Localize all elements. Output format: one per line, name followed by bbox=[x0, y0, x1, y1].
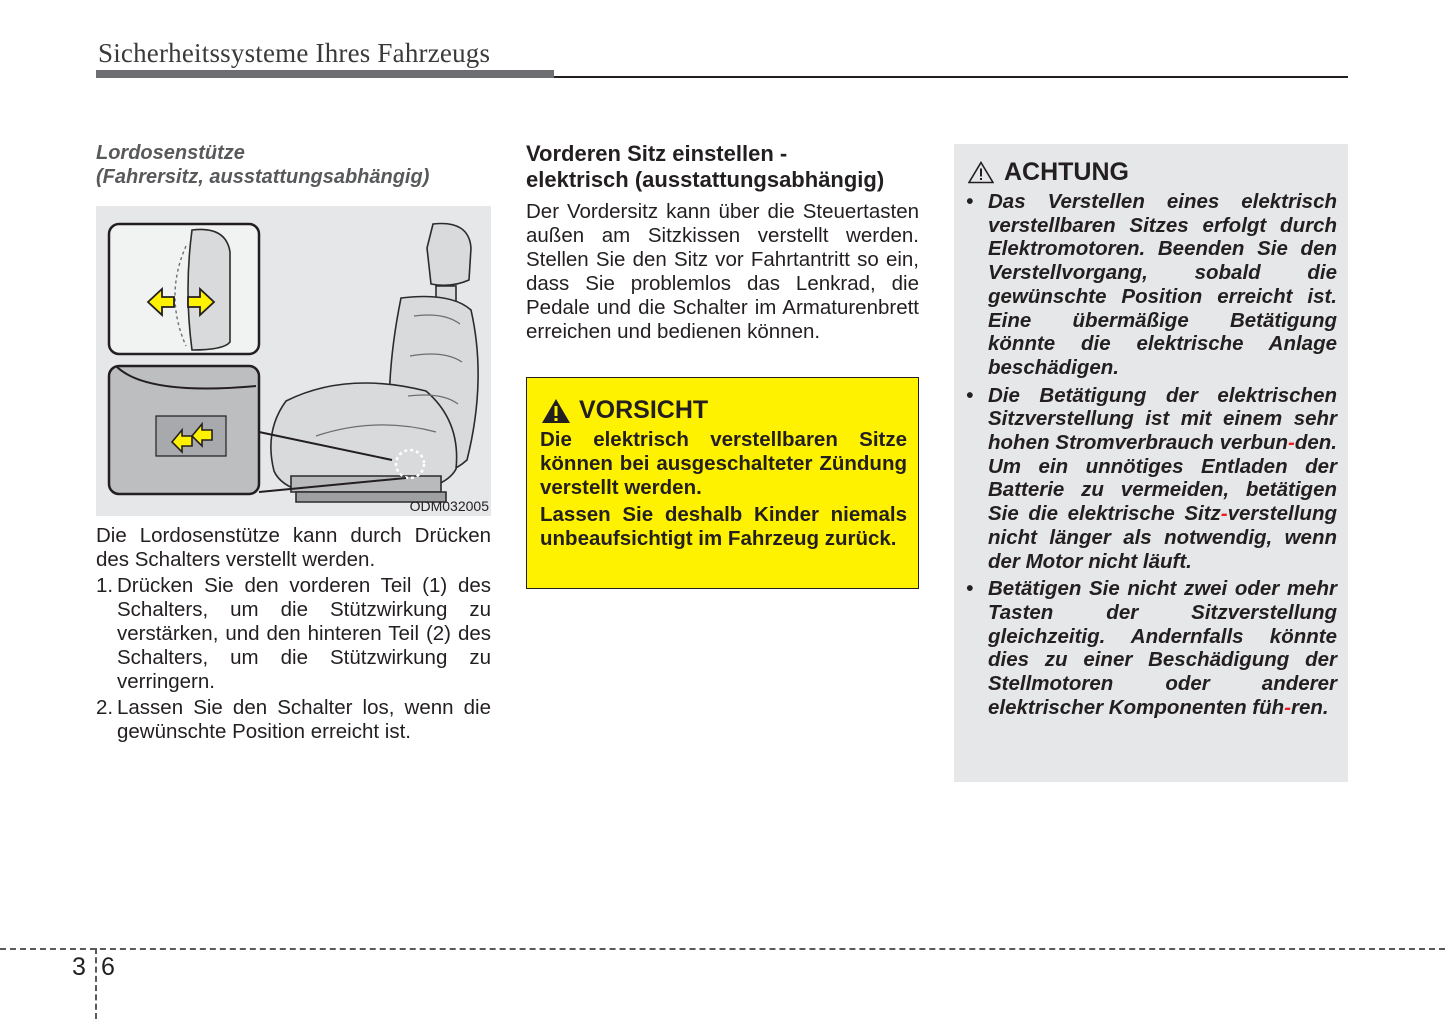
hyphen-mark: - bbox=[1288, 431, 1295, 455]
seat-drawing bbox=[96, 206, 491, 516]
achtung-box bbox=[954, 144, 1348, 782]
list-item bbox=[966, 190, 1337, 380]
warning-icon bbox=[541, 398, 571, 424]
header-rule-thin bbox=[554, 76, 1348, 78]
footer-dashed-divider bbox=[95, 948, 97, 1019]
lordose-column bbox=[96, 141, 491, 743]
running-header: Sicherheitssysteme Ihres Fahrzeugs bbox=[98, 38, 491, 68]
page-number: 6 bbox=[101, 953, 115, 981]
list-item bbox=[96, 696, 491, 744]
lordose-body bbox=[96, 524, 491, 746]
achtung-item-text: Das Verstellen eines elektrisch verstellbaren Sitzes erfolgt durch Elektromotoren. Beenden Sie den Verstellvorgang, sobald die gewünschte Position erreicht ist. Eine übermäßige Betätigung könnte die elektrische Anlage beschädigen. bbox=[988, 190, 1337, 379]
step-text: Lassen Sie den Schalter los, wenn die gewünschte Position erreicht ist. bbox=[117, 696, 491, 743]
step-text: Drücken Sie den vorderen Teil (1) des Schalters, um die Stützwirkung zu verstärken, und den hinteren Teil (2) des Schalters, um die Stützwirkung zu verringern. bbox=[117, 574, 491, 693]
front-seat-body: Der Vordersitz kann über die Steuertasten außen am Sitzkissen verstellt werden. Stellen Sie den Sitz vor Fahrtantritt so ein, dass Sie problemlos das Lenkrad, die Pedale und die Schalter im Armaturenbrett erreichen und bedienen können. bbox=[526, 200, 919, 343]
vorsicht-paragraph: Lassen Sie deshalb Kinder niemals unbeaufsichtigt im Fahrzeug zurück. bbox=[540, 503, 907, 550]
lumbar-inset bbox=[109, 224, 259, 354]
front-seat-column bbox=[526, 141, 919, 550]
vorsicht-title: VORSICHT bbox=[579, 396, 709, 424]
vorsicht-paragraph: Die elektrisch verstellbaren Sitze können bei ausgeschalteter Zündung verstellt werden. bbox=[540, 428, 907, 499]
seat-illustration bbox=[96, 206, 491, 516]
bullet: • bbox=[966, 383, 974, 407]
hyphen-mark: - bbox=[1284, 695, 1291, 719]
achtung-item-text: Die Betätigung der elektrischen Sitzverstellung ist mit einem sehr hohen Stromverbrauch verbun-den. Um ein unnötiges Entladen der Batterie zu vermeiden, betätigen Sie die elektrische Sitz-verstellung nicht länger als notwendig, wenn der Motor nicht läuft. bbox=[988, 383, 1337, 573]
achtung-title: ACHTUNG bbox=[1004, 158, 1129, 186]
lordose-intro: Die Lordosenstütze kann durch Drücken des Schalters verstellt werden. bbox=[96, 524, 491, 571]
seat-icon bbox=[271, 224, 478, 503]
list-item bbox=[966, 577, 1337, 719]
warning-icon bbox=[968, 161, 994, 184]
lordose-steps bbox=[96, 574, 491, 744]
step-number: 1. bbox=[96, 574, 114, 597]
bullet: • bbox=[966, 577, 974, 601]
list-item bbox=[96, 574, 491, 694]
vorsicht-box bbox=[526, 377, 919, 589]
figure-code: ODM032005 bbox=[409, 498, 489, 514]
step-number: 2. bbox=[96, 696, 114, 719]
lordose-heading: Lordosenstütze (Fahrersitz, ausstattungsabhängig) bbox=[96, 142, 430, 188]
achtung-header bbox=[968, 158, 1129, 187]
list-item bbox=[966, 384, 1337, 574]
vorsicht-text bbox=[540, 428, 907, 554]
footer-dashed-rule bbox=[0, 948, 1445, 950]
chapter-number: 3 bbox=[72, 953, 86, 981]
achtung-item-text: Betätigen Sie nicht zwei oder mehr Tasten der Sitzverstellung gleichzeitig. Andernfalls könnte dies zu einer Beschädigung der Stellmotoren oder anderer elektrischer Komponenten füh-ren. bbox=[988, 577, 1337, 719]
achtung-list bbox=[966, 190, 1337, 723]
vorsicht-header bbox=[541, 396, 708, 425]
bullet: • bbox=[966, 190, 974, 213]
front-seat-title: Vorderen Sitz einstellen - elektrisch (ausstattungsabhängig) bbox=[526, 141, 885, 192]
header-rule-thick bbox=[96, 70, 554, 78]
hyphen-mark: - bbox=[1220, 502, 1228, 526]
